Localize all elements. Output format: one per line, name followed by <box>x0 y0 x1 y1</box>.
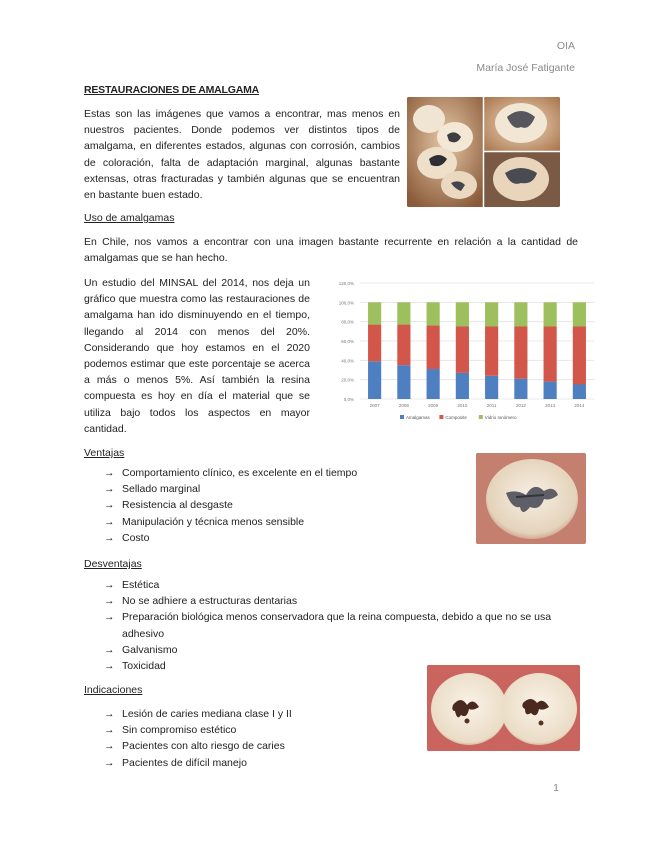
list-item-label: Sellado marginal <box>122 483 201 496</box>
bar-segment-amalgamas <box>368 361 381 399</box>
bar-segment-composite <box>485 327 498 376</box>
bar-segment-amalgamas <box>544 382 557 399</box>
x-tick-label: 2009 <box>428 403 439 408</box>
list-item <box>84 465 484 481</box>
bar-segment-amalgamas <box>573 385 586 400</box>
arrow-icon: → <box>104 499 115 512</box>
arrow-icon: → <box>104 483 115 496</box>
list-item-label: Toxicidad <box>122 660 166 673</box>
list-item <box>84 577 584 593</box>
chart-svg <box>318 275 600 425</box>
legend-label: Composite <box>445 415 467 420</box>
list-item-label: Sin compromiso estético <box>122 724 237 737</box>
y-tick-label: 20,0% <box>341 377 354 383</box>
x-tick-label: 2014 <box>574 403 585 408</box>
bar-segment-composite <box>368 325 381 362</box>
bar-segment-composite <box>427 326 440 370</box>
bar-segment-composite <box>397 325 410 366</box>
list-item <box>84 481 484 497</box>
arrow-icon: → <box>104 724 115 737</box>
arrow-icon: → <box>104 531 115 544</box>
y-tick-label: 120,0% <box>338 281 354 286</box>
arrow-icon: → <box>104 660 115 673</box>
list-item <box>84 738 414 754</box>
x-tick-label: 2013 <box>545 403 556 408</box>
arrow-icon: → <box>104 579 115 591</box>
bar-segment-vidrio-ionómero <box>456 302 469 326</box>
header-course: OIA <box>556 40 575 52</box>
list-item-label: Pacientes de difícil manejo <box>122 756 247 769</box>
bar-segment-amalgamas <box>485 376 498 399</box>
bar-segment-amalgamas <box>427 369 440 399</box>
bar-segment-vidrio-ionómero <box>485 302 498 326</box>
list-item-label: No se adhiere a estructuras dentarias <box>122 595 298 608</box>
legend-label: Vidrio Ionómero <box>484 415 517 420</box>
arrow-icon: → <box>104 643 115 656</box>
bar-segment-vidrio-ionómero <box>573 302 586 326</box>
list-item <box>84 722 414 738</box>
y-tick-label: 80,0% <box>341 319 354 325</box>
amalgam-collage-image <box>407 97 560 207</box>
list-item-label: Preparación biológica menos conservadora que la reina compuesta, debido a que no se usa adhesivo <box>122 611 552 640</box>
bar-segment-vidrio-ionómero <box>514 302 527 326</box>
bar-segment-composite <box>514 327 527 379</box>
list-item <box>84 642 584 658</box>
molar-amalgam-image <box>476 453 586 544</box>
list-item-label: Estética <box>122 579 160 591</box>
list-item <box>84 755 414 771</box>
intro-paragraph: Estas son las imágenes que vamos a encontrar, mas menos en nuestros pacientes. Donde podemos ver distintos tipos de amalgama, en diferentes estados, algunas con corrosión, cambios de coloración, falta de adaptación marginal, algunas bastante extensas, otras fracturadas y también algunas que se encuentran en bastante buen estado. <box>84 108 400 202</box>
page-number: 1 <box>553 782 559 794</box>
ventajas-list <box>84 465 484 546</box>
legend-swatch <box>479 415 483 419</box>
bar-segment-vidrio-ionómero <box>427 302 440 325</box>
list-item-label: Pacientes con alto riesgo de caries <box>122 740 285 753</box>
bar-segment-composite <box>573 327 586 385</box>
section-heading-indicaciones: Indicaciones <box>84 684 143 696</box>
y-tick-label: 40,0% <box>341 358 354 364</box>
bar-segment-vidrio-ionómero <box>544 302 557 326</box>
y-tick-label: 60,0% <box>341 339 354 344</box>
y-tick-label: 100,0% <box>338 300 354 306</box>
list-item-label: Resistencia al desgaste <box>122 499 233 512</box>
amalgam-usage-chart <box>318 275 600 425</box>
legend-label: Amalgamas <box>406 415 430 420</box>
y-tick-label: 0,0% <box>343 397 354 402</box>
section-heading-uso: Uso de amalgamas <box>84 212 175 224</box>
section-heading-ventajas: Ventajas <box>84 447 125 459</box>
list-item <box>84 530 484 546</box>
bar-segment-vidrio-ionómero <box>397 302 410 324</box>
header-author: María José Fatigante <box>476 62 575 74</box>
section-heading-desventajas: Desventajas <box>84 558 142 570</box>
list-item-label: Lesión de caries mediana clase I y II <box>122 708 292 720</box>
carious-teeth-image <box>427 665 580 751</box>
bar-segment-amalgamas <box>514 379 527 399</box>
arrow-icon: → <box>104 467 115 479</box>
list-item-label: Galvanismo <box>122 643 178 656</box>
arrow-icon: → <box>104 515 115 528</box>
list-item-label: Costo <box>122 531 150 544</box>
bar-segment-composite <box>456 327 469 373</box>
bar-segment-amalgamas <box>456 373 469 399</box>
x-tick-label: 2008 <box>398 403 409 408</box>
arrow-icon: → <box>104 708 115 720</box>
bar-segment-amalgamas <box>397 365 410 399</box>
page-title: RESTAURACIONES DE AMALGAMA <box>84 84 260 96</box>
arrow-icon: → <box>104 595 115 608</box>
x-tick-label: 2010 <box>457 403 468 408</box>
list-item <box>84 593 584 609</box>
arrow-icon: → <box>104 611 115 624</box>
uso-paragraph-1: En Chile, nos vamos a encontrar con una imagen bastante recurrente en relación a la cantidad de amalgamas que se han hecho. <box>84 236 578 265</box>
list-item <box>84 706 414 722</box>
legend-swatch <box>439 415 443 419</box>
list-item <box>84 514 484 530</box>
legend-swatch <box>400 415 404 419</box>
arrow-icon: → <box>104 756 115 769</box>
bar-segment-vidrio-ionómero <box>368 302 381 324</box>
list-item-label: Comportamiento clínico, es excelente en el tiempo <box>122 467 358 479</box>
arrow-icon: → <box>104 740 115 753</box>
x-tick-label: 2007 <box>369 403 380 408</box>
indicaciones-list <box>84 706 414 771</box>
bar-segment-composite <box>544 327 557 382</box>
x-tick-label: 2012 <box>515 403 526 408</box>
list-item <box>84 609 584 641</box>
uso-paragraph-2: Un estudio del MINSAL del 2014, nos deja un gráfico que muestra como las restauraciones de amalgama han ido disminuyendo en el tiempo, llegando al 2014 con menos del 20%. Considerando que hoy estamos en el 2020 podemos estimar que este porcentaje se acerca a más o menos 5%. Así también la resina compuesta es hoy en día el material que se utiliza bajo todos los aspectos en mayor cantidad. <box>84 277 310 435</box>
x-tick-label: 2011 <box>486 403 497 408</box>
desventajas-list <box>84 577 584 674</box>
list-item <box>84 497 484 513</box>
list-item-label: Manipulación y técnica menos sensible <box>122 515 305 528</box>
